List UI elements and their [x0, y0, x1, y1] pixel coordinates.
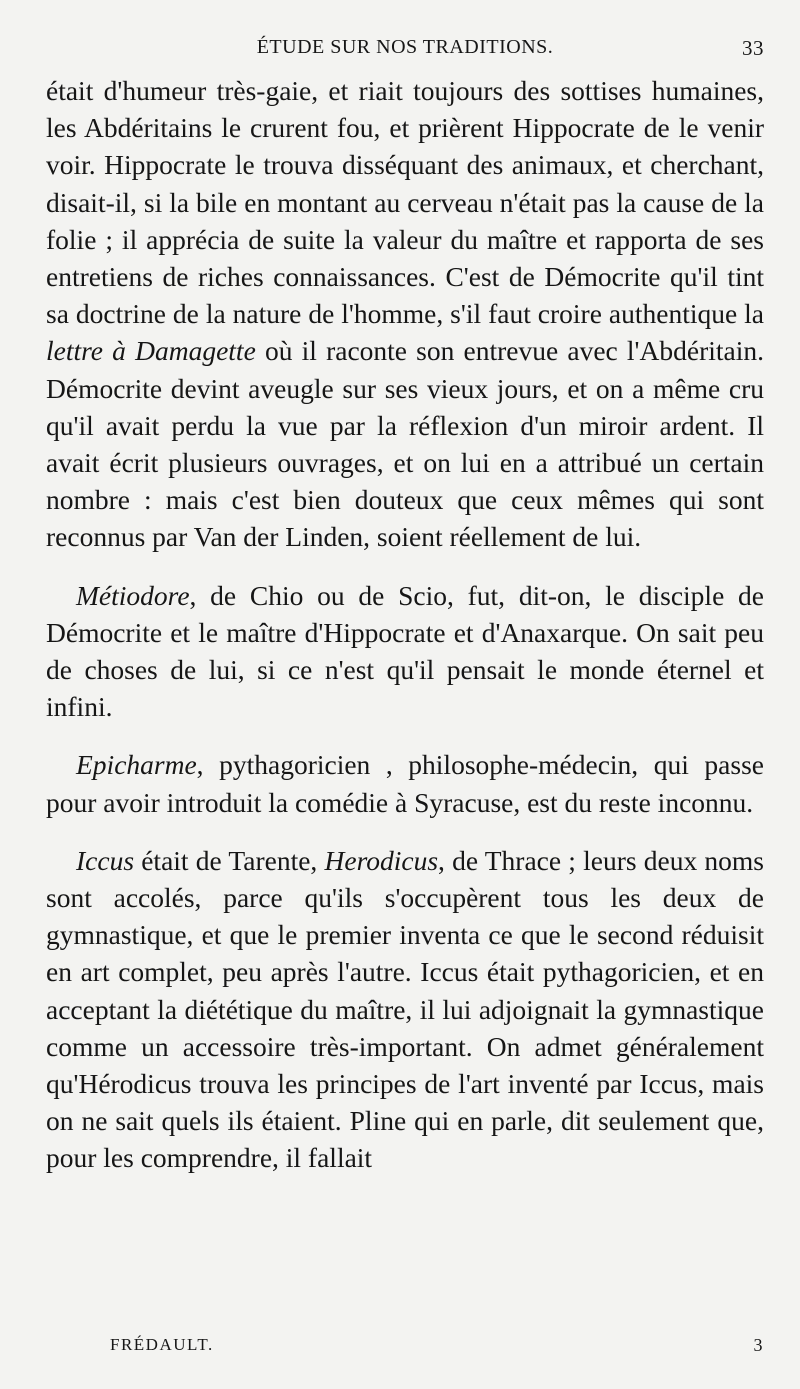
italic-title-lettre-a-damagette: lettre à Damagette: [46, 335, 256, 367]
italic-name-iccus: Iccus: [76, 844, 135, 876]
paragraph-epicharme: [46, 746, 764, 820]
page-number: 33: [742, 36, 764, 60]
italic-name-metiodore: Métiodore: [76, 579, 190, 611]
text-segment: , de Chio ou de Scio, fut, dit-on, le disciple de Démocrite et le maître d'Hippocrate et d'Anaxarque. On sait peu de choses de lui, si ce n'est qu'il pensait le monde éternel et infini.: [46, 579, 764, 723]
running-title: ÉTUDE SUR NOS TRADITIONS.: [256, 36, 554, 58]
signature-mark: FRÉDAULT.: [110, 1335, 214, 1354]
italic-name-herodicus: Herodicus: [324, 844, 439, 876]
text-segment: était de Tarente,: [134, 844, 325, 876]
text-segment: était d'humeur très-gaie, et riait toujours des sottises humaines, les Abdéritains le crurent fou, et prièrent Hippocrate de le venir voir. Hippocrate le trouva disséquant des animaux, et cherchant, disait-il, si la bile en montant au cerveau n'était pas la cause de la folie ; il apprécia de suite la valeur du maître et rapporta de ses entretiens de riches connaissances. C'est de Démocrite qu'il tint sa doctrine de la nature de l'homme, s'il faut croire authentique la: [46, 75, 764, 330]
text-segment: , de Thrace ; leurs deux noms sont accolés, parce qu'ils s'occupèrent tous les deux de gymnastique, et que le premier inventa ce que le second réduisit en art complet, peu après l'autre. Iccus était pythagoricien, et en acceptant la diététique du maître, il lui adjoignait la gymnastique comme un accessoire très-important. On admet généralement qu'Hérodicus trouva les principes de l'art inventé par Iccus, mais on ne sait quels ils étaient. Pline qui en parle, dit seulement que, pour les comprendre, il fallait: [46, 844, 764, 1174]
paragraph-democrite: [46, 72, 764, 556]
body-text: [46, 72, 764, 1177]
text-segment: , pythagoricien , philosophe-médecin, qui passe pour avoir introduit la comédie à Syracuse, est du reste inconnu.: [46, 749, 764, 818]
text-segment: où il raconte son entrevue avec l'Abdéritain. Démocrite devint aveugle sur ses vieux jours, et on a même cru qu'il avait perdu la vue par la réflexion d'un miroir ardent. Il avait écrit plusieurs ouvrages, et on lui en a attribué un certain nombre : mais c'est bien douteux que ceux mêmes qui sont reconnus par Van der Linden, soient réellement de lui.: [46, 335, 764, 553]
page-footer: [110, 1335, 764, 1361]
italic-name-epicharme: Epicharme: [76, 749, 197, 781]
paragraph-iccus-herodicus: [46, 842, 764, 1177]
signature-number: 3: [753, 1335, 764, 1355]
paragraph-metiodore: [46, 577, 764, 726]
running-head: [46, 36, 764, 66]
